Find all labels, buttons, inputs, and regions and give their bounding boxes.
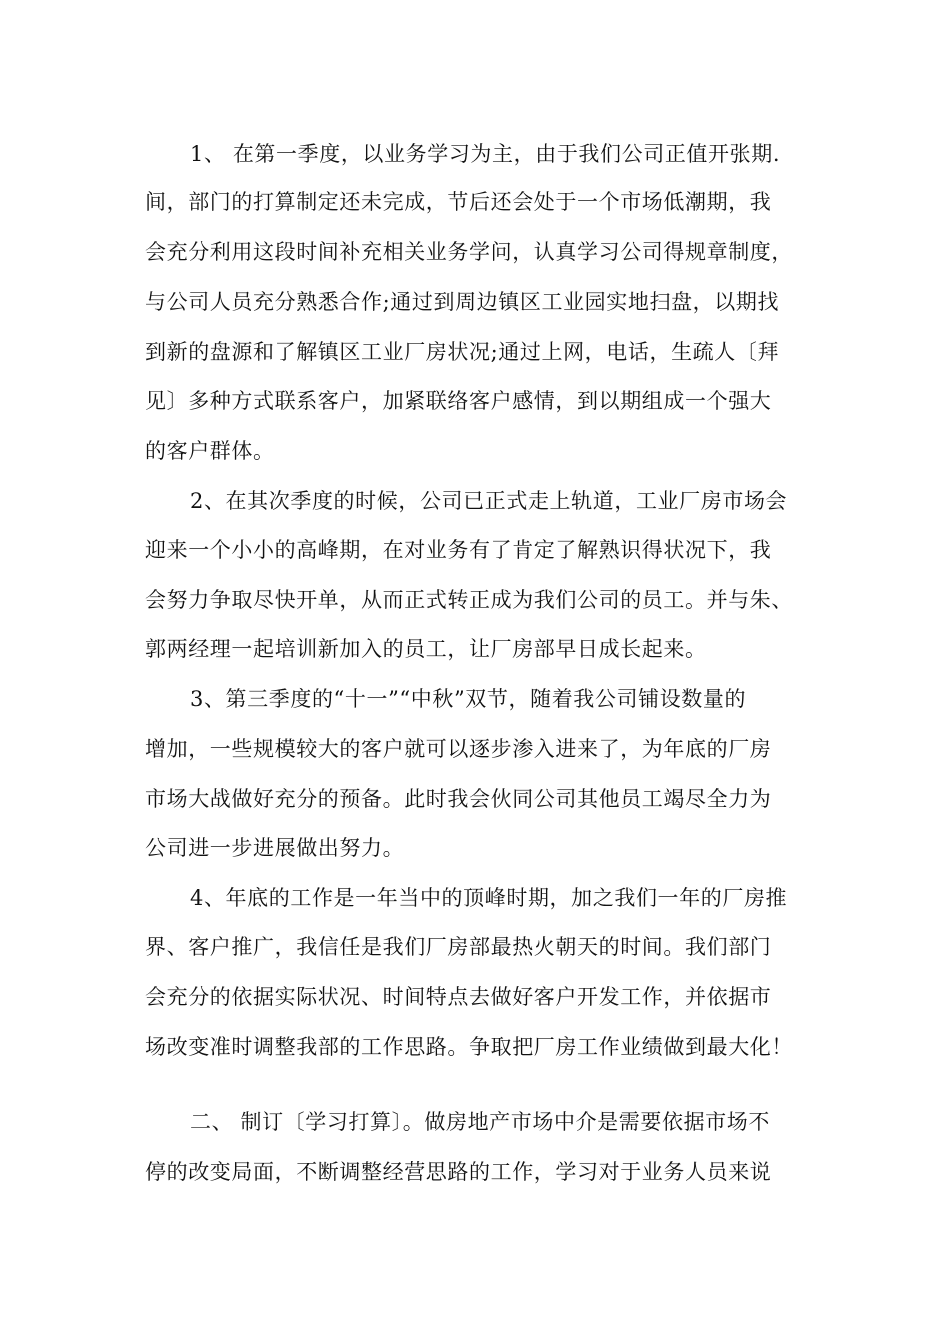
paragraph-2-line-1: 2、在其次季度的时候，公司已正式走上轨道，工业厂房市场会 (190, 489, 788, 513)
paragraph-1-line-2: 间，部门的打算制定还未完成，节后还会处于一个市场低潮期，我 (145, 190, 772, 214)
paragraph-1-line-7: 的客户群体。 (145, 439, 275, 463)
paragraph-4-line-2: 界、客户推广，我信任是我们厂房部最热火朝天的时间。我们部门 (145, 935, 772, 959)
paragraph-4-line-3: 会充分的依据实际状况、时间特点去做好客户开发工作，并依据市 (145, 985, 772, 1009)
paragraph-1-line-5: 到新的盘源和了解镇区工业厂房状况;通过上网，电话，生疏人〔拜 (145, 340, 780, 364)
paragraph-2-line-4: 郭两经理一起培训新加入的员工，让厂房部早日成长起来。 (145, 637, 707, 661)
paragraph-1-line-3: 会充分利用这段时间补充相关业务学问，认真学习公司得规章制度， (145, 240, 793, 264)
paragraph-3-line-4: 公司进一步进展做出努力。 (145, 836, 405, 860)
paragraph-5-line-2: 停的改变局面，不断调整经营思路的工作，学习对于业务人员来说 (145, 1160, 772, 1184)
paragraph-2-line-2: 迎来一个小小的高峰期，在对业务有了肯定了解熟识得状况下，我 (145, 538, 772, 562)
paragraph-1-line-1: 1、 在第一季度，以业务学习为主，由于我们公司正值开张期. (190, 142, 781, 166)
paragraph-3-line-2: 增加，一些规模较大的客户就可以逐步渗入进来了，为年底的厂房 (145, 737, 772, 761)
paragraph-4-line-1: 4、年底的工作是一年当中的顶峰时期，加之我们一年的厂房推 (190, 886, 788, 910)
paragraph-2-line-3: 会努力争取尽快开单，从而正式转正成为我们公司的员工。并与朱、 (145, 588, 793, 612)
paragraph-1-line-6: 见〕多种方式联系客户，加紧联络客户感情，到以期组成一个强大 (145, 389, 772, 413)
paragraph-1-line-4: 与公司人员充分熟悉合作;通过到周边镇区工业园实地扫盘，以期找 (145, 290, 780, 314)
paragraph-3-line-3: 市场大战做好充分的预备。此时我会伙同公司其他员工竭尽全力为 (145, 787, 772, 811)
paragraph-5-line-1: 二、 制订〔学习打算〕。做房地产市场中介是需要依据市场不 (190, 1110, 770, 1134)
paragraph-3-line-1: 3、第三季度的“十一”“中秋”双节，随着我公司铺设数量的 (190, 687, 747, 711)
paragraph-4-line-4: 场改变准时调整我部的工作思路。争取把厂房工作业绩做到最大化！ (145, 1035, 793, 1059)
